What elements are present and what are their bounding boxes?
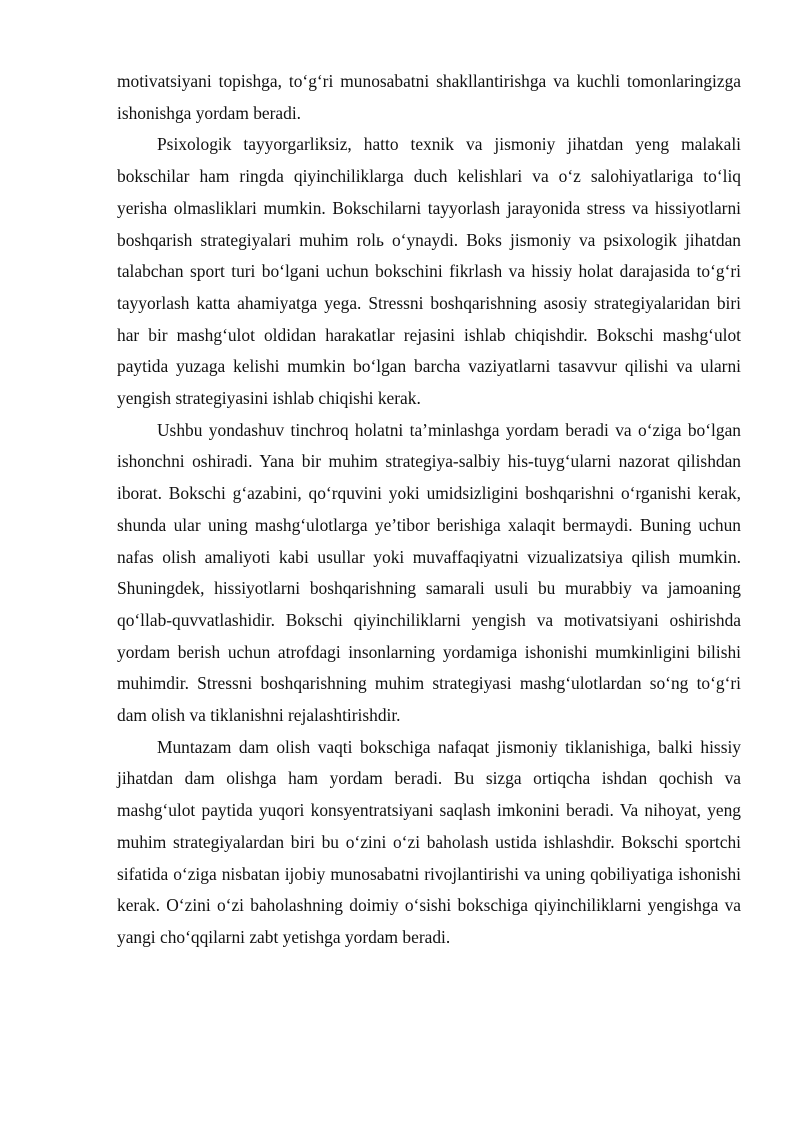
- paragraph-continuation: motivatsiyani topishga, to‘g‘ri munosabatni shakllantirishga va kuchli tomonlaringizga ishonishga yordam beradi.: [117, 71, 741, 123]
- paragraph-psychological-preparation: Psixologik tayyorgarliksiz, hatto texnik va jismoniy jihatdan yeng malakali bokschilar ham ringda qiyinchiliklarga duch kelishlari va o‘z salohiyatlariga to‘liq yerisha olmasliklari mumkin. Bokschilarni tayyorlash jarayonida stress va hissiyotlarni boshqarish strategiyalari muhim rolь o‘ynaydi. Boks jismoniy va psixologik jihatdan talabchan sport turi bo‘lgani uchun bokschini fikrlash va hissiy holat darajasida to‘g‘ri tayyorlash katta ahamiyatga yega. Stressni boshqarishning asosiy strategiyalaridan biri har bir mashg‘ulot oldidan harakatlar rejasini ishlab chiqishdir. Bokschi mashg‘ulot paytida yuzaga kelishi mumkin bo‘lgan barcha vaziyatlarni tasavvur qilishi va ularni yengish strategiyasini ishlab chiqishi kerak.: [117, 134, 741, 409]
- paragraph-emotion-control: Ushbu yondashuv tinchroq holatni ta’minlashga yordam beradi va o‘ziga bo‘lgan ishonchni oshiradi. Yana bir muhim strategiya-salbiy his-tuyg‘ularni nazorat qilishdan iborat. Bokschi g‘azabini, qo‘rquvini yoki umidsizligini boshqarishni o‘rganishi kerak, shunda ular uning mashg‘ulotlarga ye’tibor berishiga xalaqit bermaydi. Buning uchun nafas olish amaliyoti kabi usullar yoki muvaffaqiyatni vizualizatsiya qilish mumkin. Shuningdek, hissiyotlarni boshqarishning samarali usuli bu murabbiy va jamoaning qo‘llab-quvvatlashidir. Bokschi qiyinchiliklarni yengish va motivatsiyani oshirishda yordam berish uchun atrofdagi insonlarning yordamiga ishonishi mumkinligini bilishi muhimdir. Stressni boshqarishning muhim strategiyasi mashg‘ulotlardan so‘ng to‘g‘ri dam olish va tiklanishni rejalashtirishdir.: [117, 419, 741, 726]
- paragraph-rest-and-self-esteem: Muntazam dam olish vaqti bokschiga nafaqat jismoniy tiklanishiga, balki hissiy jihatdan dam olishga ham yordam beradi. Bu sizga ortiqcha ishdan qochish va mashg‘ulot paytida yuqori konsyentratsiyani saqlash imkonini beradi. Va nihoyat, yeng muhim strategiyalardan biri bu o‘zini o‘zi baholash ustida ishlashdir. Bokschi sportchi sifatida o‘ziga nisbatan ijobiy munosabatni rivojlantirishi va uning qobiliyatiga ishonishi kerak. O‘zini o‘zi baholashning doimiy o‘sishi bokschiga qiyinchiliklarni yengishga va yangi cho‘qqilarni zabt yetishga yordam beradi.: [117, 736, 741, 947]
- document-page: [117, 66, 741, 954]
